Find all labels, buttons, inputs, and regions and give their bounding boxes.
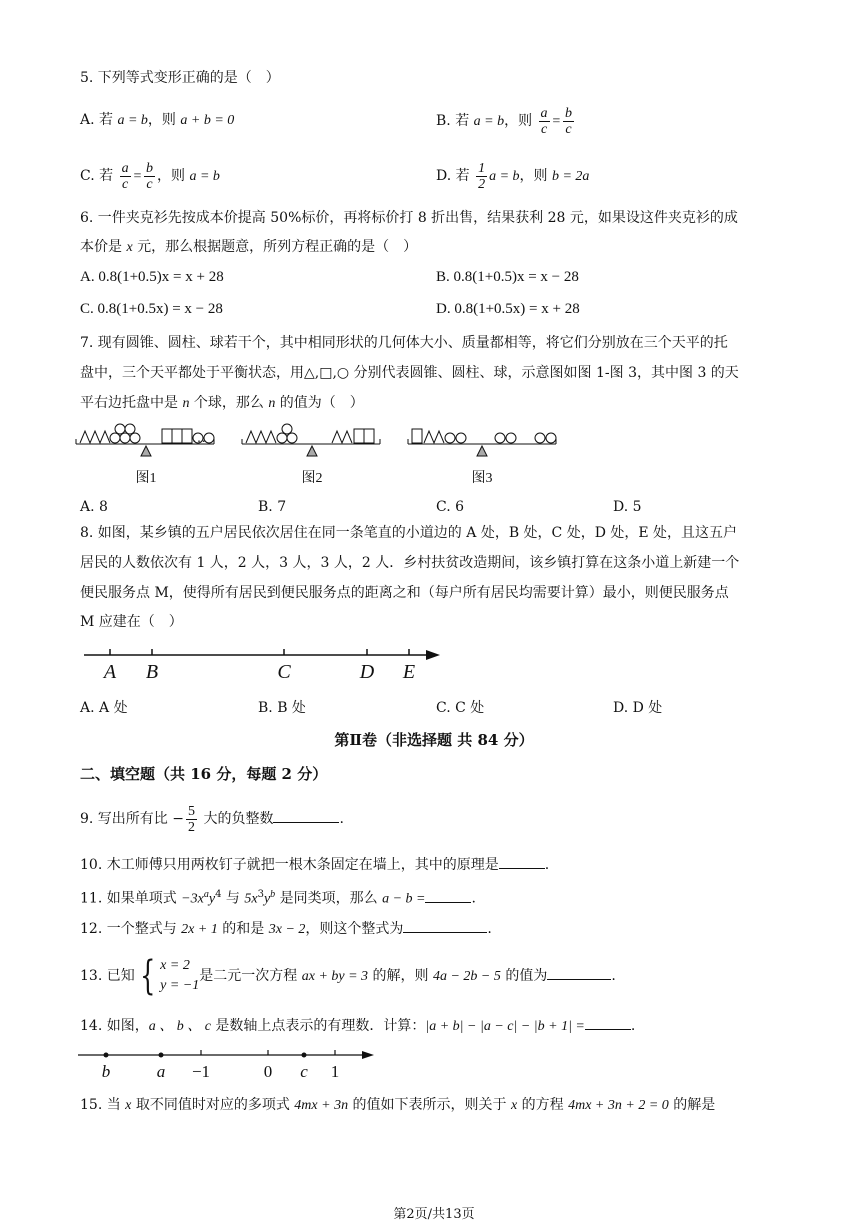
balance-3 (408, 429, 556, 456)
q9: 9. 写出所有比 − $\frac{5}{2}$ 大的负整数 . (80, 803, 344, 835)
balance-figures (70, 418, 570, 488)
q8-line4: M 应建在（ ） (80, 614, 183, 630)
q14-label-1: 1 (330, 1062, 340, 1081)
q8-point-e: E (402, 661, 416, 683)
q8-point-c: C (277, 661, 291, 683)
q12: 12. 一个整式与 2x + 1 的和是 3x − 2，则这个整式为 . (80, 921, 492, 937)
q7-line2: 盘中，三个天平都处于平衡状态，用△,□,○ 分别代表圆锥、圆柱、球，示意图如图 1-图 3，其中图 3 的天 (80, 365, 739, 381)
q14-label-minus1: −1 (191, 1062, 211, 1081)
q7-line3: 平右边托盘中是 n 个球，那么 n 的值为（ ） (80, 395, 364, 411)
fig1-caption: 图1 (135, 471, 157, 486)
q14: 14. 如图，a 、 b 、 c 是数轴上点表示的有理数．计算：|a + b| − |a − c| − |b + 1| = . (80, 1018, 636, 1034)
q13: 13. 已知 { x = 2 y = −1 是二元一次方程 ax + by = 3 的解，则 4a − 2b − 5 的值为 . (80, 953, 616, 999)
q7-option-d: D. 5 (613, 499, 642, 515)
q7-line1: 7. 现有圆锥、圆柱、球若干个，其中相同形状的几何体大小、质量都相等，将它们分别放在三个天平的托 (80, 335, 728, 351)
section2-title: 二、填空题（共 16 分，每题 2 分） (80, 765, 328, 783)
q14-label-0: 0 (263, 1062, 273, 1081)
q6-option-b: B. 0.8(1+0.5)x = x − 28 (436, 269, 579, 285)
q8-point-a: A (103, 661, 117, 683)
q14-label-b: b (101, 1062, 111, 1081)
q7-option-a: A. 8 (80, 499, 108, 515)
q10: 10. 木工师傅只用两枚钉子就把一根木条固定在墙上，其中的原理是 . (80, 857, 550, 873)
q6-option-a: A. 0.8(1+0.5)x = x + 28 (80, 269, 224, 285)
q8-option-b: B. B 处 (258, 700, 306, 716)
q8-option-c: C. C 处 (436, 700, 485, 716)
balance-2 (242, 424, 380, 456)
q7-option-b: B. 7 (258, 499, 287, 515)
q8-option-a: A. A 处 (80, 700, 128, 716)
q14-label-a: a (156, 1062, 166, 1081)
q5-option-c: C. 若 $\frac{a}{c}$ = $\frac{b}{c}$ ，则 a = b (80, 160, 220, 192)
q6-line2: 本价是 x 元，那么根据题意，所列方程正确的是（ ） (80, 239, 418, 255)
q8-point-d: D (359, 661, 375, 683)
q7-option-c: C. 6 (436, 499, 465, 515)
q15: 15. 当 x 取不同值时对应的多项式 4mx + 3n 的值如下表所示，则关于 x 的方程 4mx + 3n + 2 = 0 的解是 (80, 1097, 716, 1113)
q11: 11. 如果单项式 $-3x^ay^4$ 与 $5x^3y^b$ 是同类项，那么 a − b = . (80, 889, 476, 907)
q14-label-c: c (300, 1062, 308, 1081)
fig2-caption: 图2 (301, 471, 323, 486)
q5-stem: 5. 下列等式变形正确的是（ ） (80, 70, 280, 86)
q8-line1: 8. 如图，某乡镇的五户居民依次居住在同一条笔直的小道边的 A 处，B 处，C 处，D 处，E 处，且这五户 (80, 525, 738, 541)
q8-line2: 居民的人数依次有 1 人，2 人，3 人，3 人，2 人．乡村扶贫改造期间，该乡镇打算在这条小道上新建一个 (80, 555, 740, 571)
q14-number-line (76, 1045, 376, 1085)
q8-number-line (80, 640, 450, 686)
q6-option-c: C. 0.8(1+0.5x) = x − 28 (80, 301, 223, 317)
q6-line1: 6. 一件夹克衫先按成本价提高 50%标价，再将标价打 8 折出售，结果获利 28 元，如果设这件夹克衫的成 (80, 210, 738, 226)
q5-option-d: D. 若 $\frac{1}{2}$ a = b，则 b = 2a (436, 160, 590, 192)
fig3-caption: 图3 (471, 471, 493, 486)
balance-3-dots: … (192, 431, 206, 446)
q8-option-d: D. D 处 (613, 700, 663, 716)
q8-line3: 便民服务点 M，使得所有居民到便民服务点的距离之和（每户所有居民均需要计算）最小，则便民服务点 (80, 585, 729, 601)
q13-brace: { (139, 953, 156, 999)
q5-option-a: A. 若 a = b，则 a + b = 0 (80, 112, 235, 128)
q6-option-d: D. 0.8(1+0.5x) = x + 28 (436, 301, 580, 317)
part2-title: 第Ⅱ卷（非选择题 共 84 分） (334, 731, 534, 749)
page-footer: 第2页/共13页 (393, 1207, 475, 1222)
q8-point-b: B (145, 661, 159, 683)
q5-option-b: B. 若 a = b，则 $\frac{a}{c}$ = $\frac{b}{c}$ (436, 105, 572, 137)
